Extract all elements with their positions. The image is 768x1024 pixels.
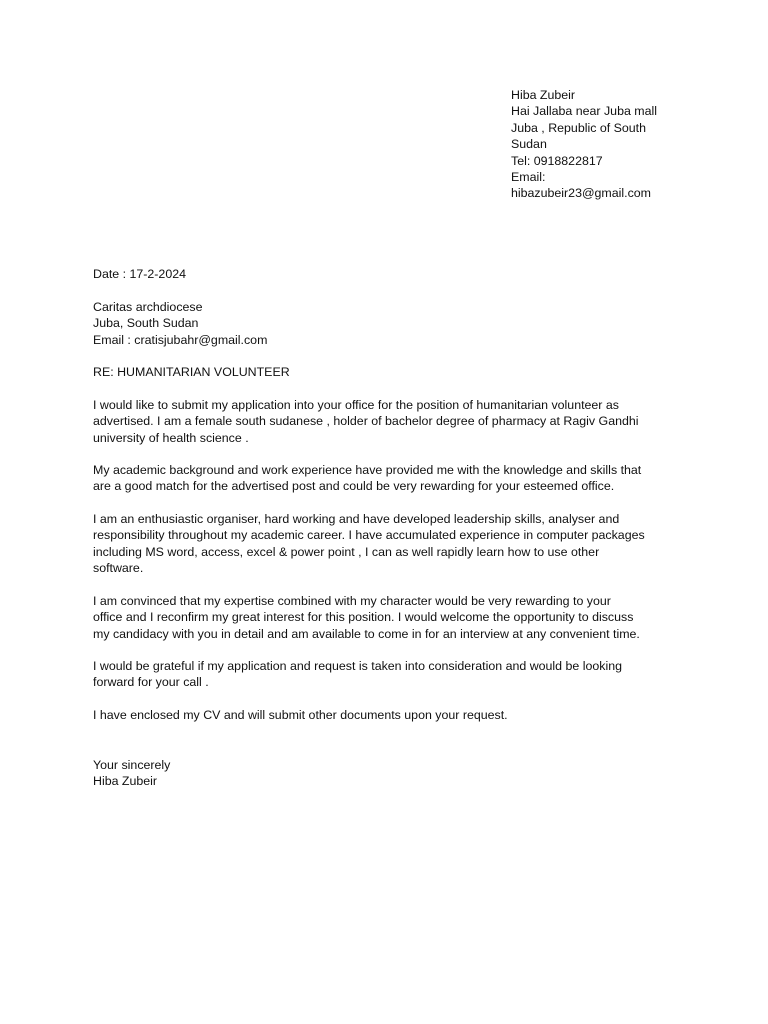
- sender-name: Hiba Zubeir: [511, 88, 576, 102]
- sender-address-line: Hai Jallaba near Juba mall: [511, 104, 658, 119]
- closing-block: [93, 757, 683, 790]
- paragraph-line: forward for your call .: [93, 675, 209, 690]
- paragraph-line: My academic background and work experience have provided me with the knowledge and skills that: [93, 463, 642, 477]
- paragraph-line: software.: [93, 561, 144, 576]
- subject-text: RE: HUMANITARIAN VOLUNTEER: [93, 365, 290, 379]
- paragraph-line: I would be grateful if my application and request is taken into consideration and would be looking: [93, 659, 622, 673]
- sender-email: hibazubeir23@gmail.com: [511, 186, 651, 201]
- paragraph-line: my candidacy with you in detail and am available to come in for an interview at any convenient time.: [93, 626, 640, 641]
- recipient-location: Juba, South Sudan: [93, 316, 199, 331]
- paragraph: [93, 707, 683, 723]
- recipient-address-block: [93, 299, 683, 348]
- sender-phone: Tel: 0918822817: [511, 153, 603, 168]
- recipient-org: Caritas archdiocese: [93, 300, 203, 314]
- paragraph-line: I am an enthusiastic organiser, hard working and have developed leadership skills, analyser and: [93, 512, 620, 526]
- paragraph-line: advertised. I am a female south sudanese , holder of bachelor degree of pharmacy at Ragiv Gandhi: [93, 414, 639, 429]
- paragraph-line: office and I reconfirm my great interest for this position. I would welcome the opportunity to discuss: [93, 610, 634, 625]
- closing-salutation: Your sincerely: [93, 758, 171, 772]
- sender-address-line: Juba , Republic of South: [511, 120, 647, 135]
- paragraph: [93, 462, 683, 495]
- sender-address-line: Sudan: [511, 137, 547, 152]
- letter-date: [93, 266, 683, 282]
- paragraph-line: I would like to submit my application into your office for the position of humanitarian volunteer as: [93, 398, 619, 412]
- paragraph-line: including MS word, access, excel & power point , I can as well rapidly learn how to use other: [93, 544, 600, 559]
- sender-email-label: Email:: [511, 170, 546, 185]
- paragraph: [93, 593, 683, 642]
- signature-name: Hiba Zubeir: [93, 774, 158, 789]
- sender-address-block: [511, 87, 676, 202]
- paragraph-line: responsibility throughout my academic career. I have accumulated experience in computer packages: [93, 528, 645, 543]
- paragraph-line: university of health science .: [93, 430, 249, 445]
- paragraph-line: I am convinced that my expertise combined with my character would be very rewarding to your: [93, 594, 611, 608]
- paragraph: [93, 511, 683, 577]
- paragraph-line: I have enclosed my CV and will submit other documents upon your request.: [93, 708, 508, 722]
- paragraph: [93, 658, 683, 691]
- paragraph-line: are a good match for the advertised post and could be very rewarding for your esteemed office.: [93, 479, 615, 494]
- date-text: Date : 17-2-2024: [93, 267, 186, 281]
- paragraph: [93, 397, 683, 446]
- recipient-email: Email : cratisjubahr@gmail.com: [93, 332, 268, 347]
- subject-line: [93, 364, 683, 380]
